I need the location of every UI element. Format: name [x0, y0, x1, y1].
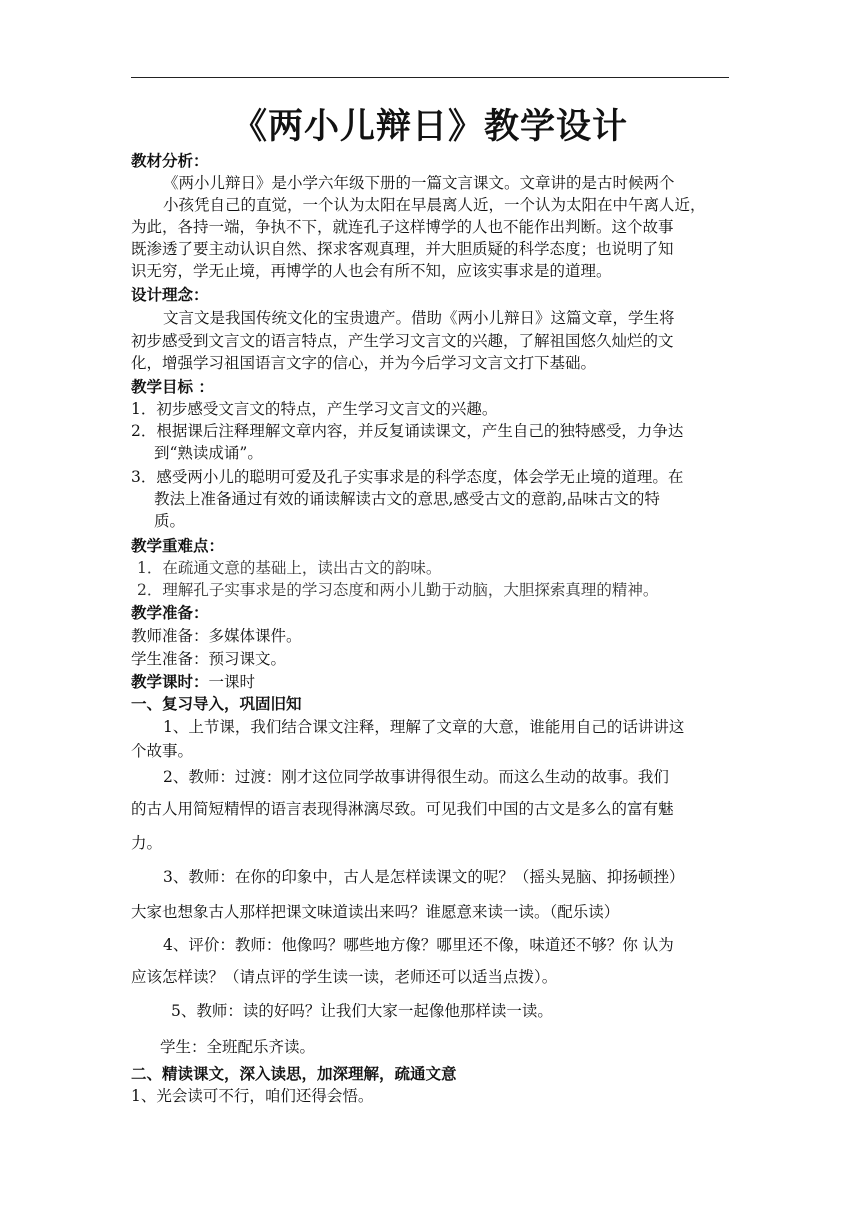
- part1-line: 大家也想象古人那样把课文味道读出来吗？谁愿意来读一读。（配乐读）: [131, 903, 620, 921]
- goal-text: 初步感受文言文的特点，产生学习文言文的兴趣。: [156, 400, 498, 418]
- analysis-line: 小孩凭自己的直觉，一个认为太阳在早晨离人近，一个认为太阳在中午离人近，: [163, 196, 706, 214]
- prep-heading: 教学准备：: [131, 603, 209, 622]
- key-heading: 教学重难点：: [131, 536, 225, 555]
- part1-line: 应该怎样读？（请点评的学生读一读，老师还可以适当点拨）。: [131, 968, 558, 986]
- analysis-line: 既渗透了要主动认识自然、探求客观真理，并大胆质疑的科学态度；也说明了知: [131, 240, 674, 258]
- goals-heading: 教学目标 ：: [131, 377, 214, 396]
- goal-item: [131, 466, 731, 488]
- part1-line: 的古人用简短精悍的语言表现得淋漓尽致。可见我们中国的古文是多么的富有魅: [131, 800, 674, 818]
- part2-heading: 二、精读课文，深入读思，加深理解，疏通文意: [131, 1064, 457, 1083]
- part1-line: 学生：全班配乐齐读。: [160, 1038, 316, 1056]
- part1-line: 4、评价：教师：他像吗？哪些地方像？哪里还不像，味道还不够？你 认为: [163, 936, 674, 954]
- goal-item: [131, 420, 731, 442]
- goal-number: 2．: [131, 422, 157, 440]
- goal-continuation: 教法上准备通过有效的诵读解读古文的意思,感受古文的意韵,品味古文的特: [154, 490, 660, 508]
- part1-line: 力。: [131, 834, 163, 852]
- part1-line: 个故事。: [131, 742, 194, 760]
- prep-student: 学生准备：预习课文。: [131, 650, 287, 668]
- concept-line: 初步感受到文言文的语言特点，产生学习文言文的兴趣，了解祖国悠久灿烂的文: [131, 332, 674, 350]
- part1-line: 1、上节课，我们结合课文注释，理解了文章的大意，谁能用自己的话讲讲这: [163, 718, 685, 736]
- part2-line: 1、光会读可不行，咱们还得会悟。: [131, 1087, 374, 1105]
- document-title: 《两小儿辩日》教学设计: [231, 106, 628, 147]
- goal-text: 感受两小儿的聪明可爱及孔子实事求是的科学态度，体会学无止境的道理。在: [156, 468, 684, 486]
- concept-line: 化，增强学习祖国语言文字的信心，并为今后学习文言文打下基础。: [131, 354, 597, 372]
- key-point: 1．在疏通文意的基础上，读出古文的韵味。: [137, 559, 442, 577]
- goal-text: 根据课后注释理解文章内容，并反复诵读课文，产生自己的独特感受，力争达: [156, 422, 684, 440]
- concept-heading: 设计理念：: [131, 285, 209, 304]
- part1-line: 5、教师：读的好吗？让我们大家一起像他那样读一读。: [171, 1002, 553, 1020]
- hours-line: [131, 671, 731, 693]
- goal-number: 1．: [131, 400, 157, 418]
- goal-item: [131, 398, 731, 420]
- goal-continuation: 质。: [154, 512, 186, 530]
- part1-line: 2、教师：过渡：刚才这位同学故事讲得很生动。而这么生动的故事。我们: [163, 768, 669, 786]
- analysis-line: 《两小儿辩日》是小学六年级下册的一篇文言课文。文章讲的是古时候两个: [163, 174, 675, 192]
- goal-continuation: 到“熟读成诵”。: [154, 444, 263, 462]
- header-rule: [131, 77, 729, 78]
- part1-heading: 一、复习导入，巩固旧知: [131, 694, 302, 713]
- key-point: 2．理解孔子实事求是的学习态度和两小儿勤于动脑，大胆探索真理的精神。: [137, 581, 659, 599]
- analysis-line: 识无穷，学无止境，再博学的人也会有所不知，应该实事求是的道理。: [131, 262, 612, 280]
- prep-teacher: 教师准备：多媒体课件。: [131, 627, 302, 645]
- analysis-heading: 教材分析：: [131, 151, 209, 170]
- goal-number: 3．: [131, 468, 157, 486]
- hours-label: 教学课时：: [131, 672, 209, 691]
- analysis-line: 为此，各持一端，争执不下，就连孔子这样博学的人也不能作出判断。这个故事: [131, 218, 674, 236]
- part1-line: 3、教师：在你的印象中，古人是怎样读课文的呢？（摇头晃脑、抑扬顿挫）: [163, 868, 685, 886]
- hours-value: 一课时: [208, 673, 256, 691]
- concept-line: 文言文是我国传统文化的宝贵遗产。借助《两小儿辩日》这篇文章，学生将: [163, 309, 675, 327]
